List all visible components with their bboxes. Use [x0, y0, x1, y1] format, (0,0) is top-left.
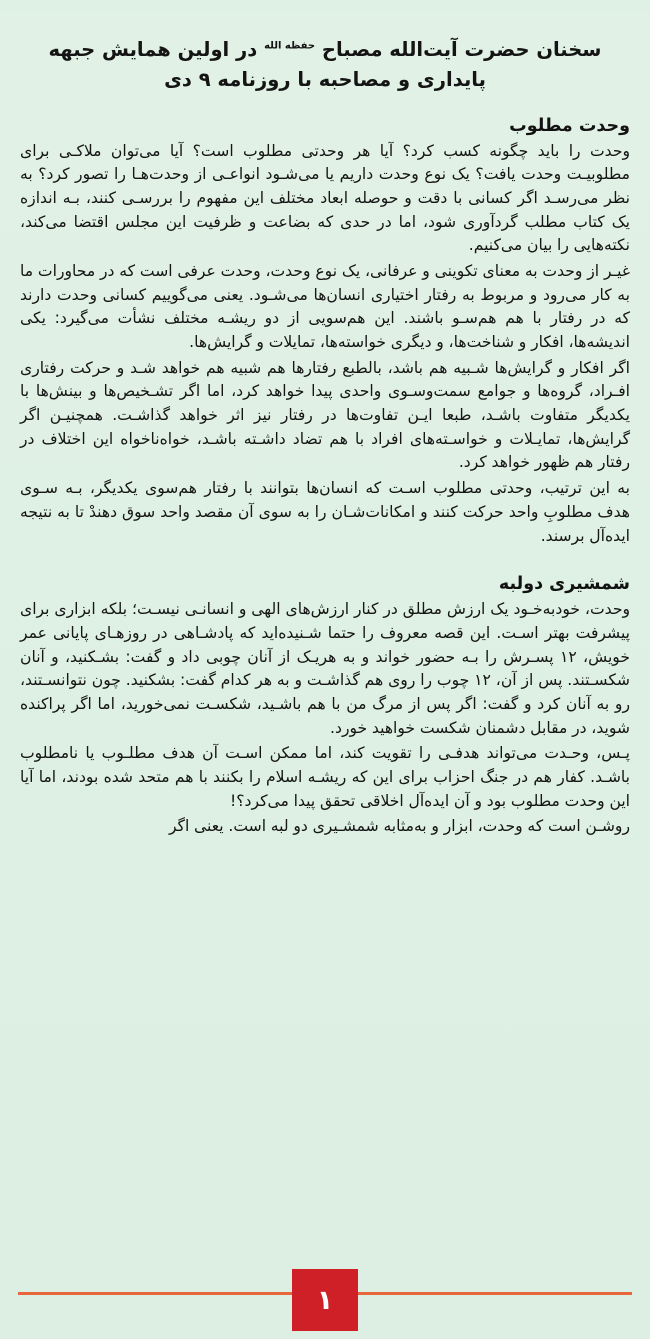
- paragraph: روشـن است که وحدت، ابزار و به‌مثابه شمشـیری دو لبه است. یعنی اگر: [168, 817, 630, 836]
- title-honorific: حفظه الله: [264, 40, 316, 52]
- title-line-2: در اولین همایش جبهه: [48, 38, 258, 62]
- page-footer: [0, 1265, 650, 1339]
- paragraph: اگر افکار و گرایش‌ها شـبیه هم باشد، بالطبع رفتارها هم شبیه هم خواهد شـد و حرکت رفتاری افـراد، گروه‌ها و جوامع سمت‌وسـوی واحدی پیدا خواهد کرد، اما اگر تشـخیص‌ها و بینش‌ها با یکدیگر متفاوت باشـد، طبعا ایـن تفاوت‌ها در رفتار نیز اثر خواهد گذاشـت. همچنیـن اگر گرایش‌ها، تمایـلات و خواسـته‌های افراد با هم تضاد داشـته باشـد، خواه‌ناخواه این اختلاف در رفتار هم ظهور خواهد کرد.: [20, 358, 630, 472]
- title-line-1: سخنان حضرت آیت‌الله مصباح: [321, 38, 602, 62]
- section-heading-vahdat-matlub: وحدت مطلوب: [509, 115, 630, 136]
- document-page: [0, 13, 650, 1339]
- page-title: [18, 13, 632, 99]
- paragraph: وحدت، خودبه‌خـود یک ارزش مطلق در کنار ارزش‌های الهی و انسانـی نیسـت؛ بلکه ابزاری برای پیشرفت بهتر اسـت. این قصه معروف را حتما شـنیده‌اید که پادشـاهی در روزهـای پایانی عمر خویش، ۱۲ پسـرش را بـه حضور خواند و به هریـک از آنان چوبی داد و گفت: بشـکنید، و آنان شکسـتند. پس از آن، ۱۲ چوب را روی هم گذاشـت و به هر کدام گفت: بشکنید. چون نتوانسـتند، رو به آنان کرد و گفت: اگر پس از مرگ من با هم باشـید، شکسـت نمی‌خورید، اما اگر پراکنده شوید، در مقابل دشمنان شکست خواهید خورد.: [20, 600, 630, 737]
- paragraph: غیـر از وحدت به معنای تکوینی و عرفانی، یک نوع وحدت، وحدت عرفی است که در محاورات ما به کار می‌رود و مربوط به رفتار اختیاری انسان‌ها می‌شـود. یعنی می‌گوییم کسانی وحدت دارند که در رفتار با هم هم‌سـو باشند. این هم‌سویی از دو ریشـه مختلف نشأت می‌گیرد: یکی اندیشه‌ها، افکار و شناخت‌ها، و دیگری خواسته‌ها، تمایلات و گرایش‌ها.: [20, 261, 630, 351]
- paragraph: به این ترتیب، وحدتی مطلوب اسـت که انسان‌ها بتوانند با رفتار هم‌سوی یکدیگر، بـه سـوی هدف مطلوبِ واحد حرکت کنند و امکانات‌شـان را به سوی آن مقصد واحد سوق دهندْ تا به نتیجه ایده‌آل برسند.: [20, 479, 630, 545]
- section-heading-shamshir-dolabe: شمشیری دولبه: [498, 574, 630, 595]
- title-line-3: پایداری و مصاحبه با روزنامه ۹ دی: [164, 68, 486, 92]
- paragraph: وحدت را باید چگونه کسب کرد؟ آیا هر وحدتی مطلوب است؟ آیا می‌توان ملاکـی برای مطلوبیـت وحدت یافت؟ یک نوع وحدت داریم یا می‌شـود انواعـی از وحدت‌هـا را تصور کرد؟ به نظر می‌رسـد اگر کسانی با دقت و حوصله ابعاد مختلف این مفهوم را بررسـی کنند، بـه اندازه یک کتاب مطلب گردآوری شود، اما در حدی که بضاعت و ظرفیت این مجلس اقتضا می‌کند، نکته‌هایی را بیان می‌کنیم.: [20, 141, 630, 255]
- paragraph: پـس، وحـدت می‌تواند هدفـی را تقویت کند، اما ممکن اسـت آن هدف مطلـوب یا نامطلوب باشـد. کفار هم در جنگ احزاب برای این که ریشـه اسلام را بکنند با هم متحد شده بودند، اما آیا این وحدت مطلوب بود و آن ایده‌آل اخلاقی تحقق پیدا می‌کرد؟!: [20, 744, 630, 810]
- page-number: ۱: [292, 1269, 358, 1331]
